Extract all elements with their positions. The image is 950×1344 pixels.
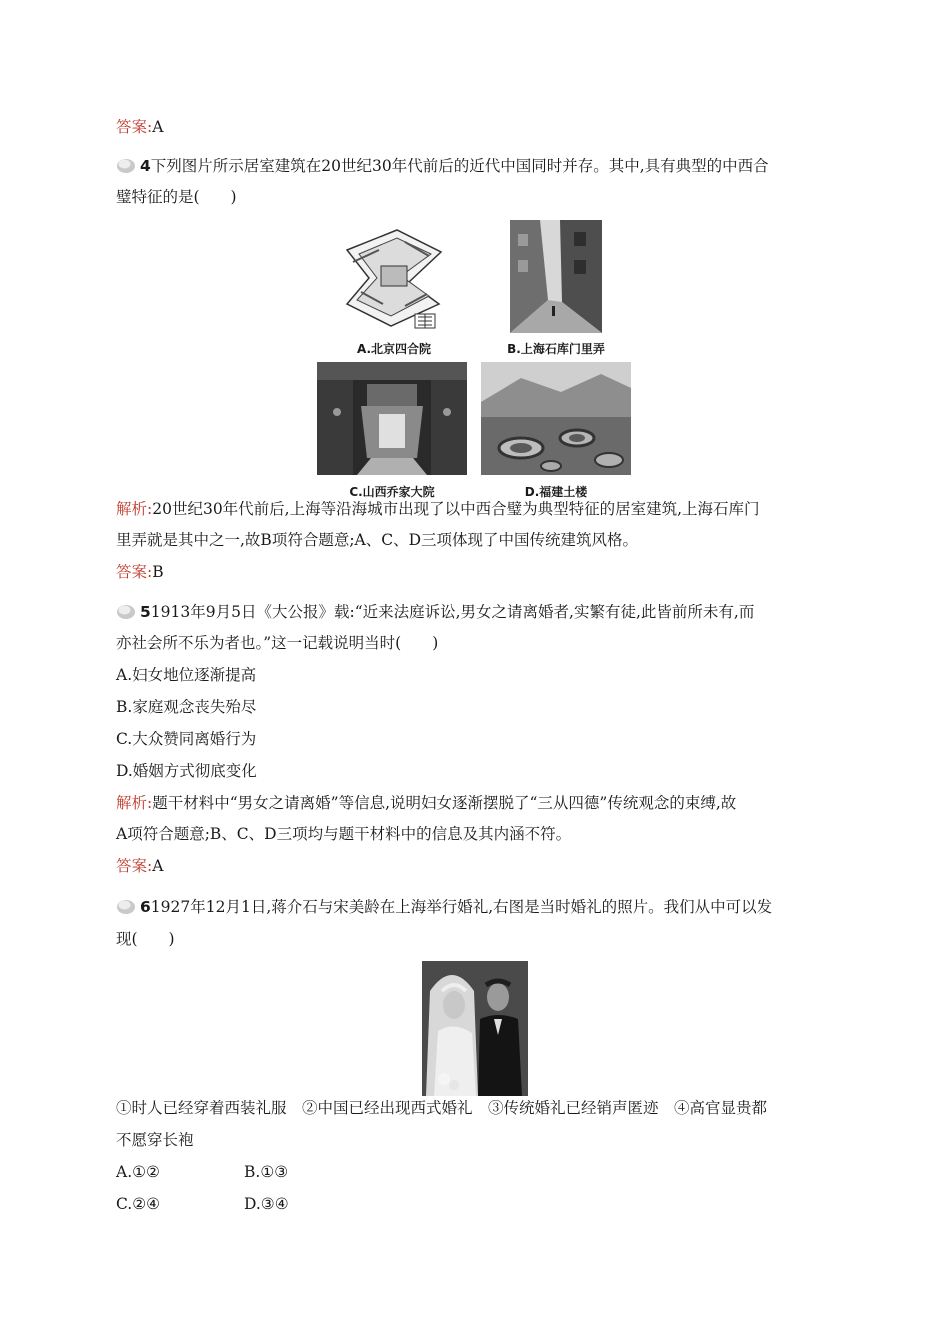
question-number: 4 xyxy=(140,157,151,175)
answer-label: 答案: xyxy=(116,857,153,875)
analysis-text: 题干材料中“男女之请离婚”等信息,说明妇女逐渐摆脱了“三从四德”传统观念的束缚,故 xyxy=(152,794,737,812)
option-c[interactable]: C.大众赞同离婚行为 xyxy=(116,730,257,748)
question-marker-icon xyxy=(116,897,138,915)
answer-line xyxy=(116,116,163,138)
analysis-text: 20世纪30年代前后,上海等沿海城市出现了以中西合璧为典型特征的居室建筑,上海石库门 xyxy=(152,500,760,518)
analysis-line2: A项符合题意;B、C、D三项均与题干材料中的信息及其内涵不符。 xyxy=(116,825,572,843)
figure-caption-a: A.北京四合院 xyxy=(356,342,432,356)
analysis-line2: 里弄就是其中之一,故B项符合题意;A、C、D三项体现了中国传统建筑风格。 xyxy=(116,531,639,549)
option-d[interactable]: D.婚姻方式彻底变化 xyxy=(116,762,257,780)
question-5-stem-line1 xyxy=(116,601,754,623)
figure-caption-d: D.福建土楼 xyxy=(524,485,588,499)
option-a[interactable]: A.①② xyxy=(116,1163,160,1181)
question-6-stem-line1 xyxy=(116,896,772,918)
analysis-line xyxy=(116,792,736,814)
answer-label: 答案: xyxy=(116,118,153,136)
answer-label: 答案: xyxy=(116,563,153,581)
question-text: 1927年12月1日,蒋介石与宋美龄在上海举行婚礼,右图是当时婚礼的照片。我们从中可以发 xyxy=(150,898,773,916)
figure-beijing-siheyuan xyxy=(339,222,447,332)
statements-line2: 不愿穿长袍 xyxy=(116,1131,194,1149)
analysis-line xyxy=(116,498,760,520)
option-d[interactable]: D.③④ xyxy=(244,1195,289,1213)
figure-caption-c: C.山西乔家大院 xyxy=(349,485,435,499)
question-number: 5 xyxy=(140,603,151,621)
question-5-stem-line2: 亦社会所不乐为者也。”这一记载说明当时( ) xyxy=(116,634,439,652)
question-text: 下列图片所示居室建筑在20世纪30年代前后的近代中国同时并存。其中,具有典型的中西合 xyxy=(150,157,769,175)
figure-fujian-tulou xyxy=(481,362,631,475)
answer-value: A xyxy=(152,118,164,136)
question-text: 1913年9月5日《大公报》载:“近来法庭诉讼,男女之请离婚者,实繁有徒,此皆前所未有,而 xyxy=(150,603,755,621)
analysis-label: 解析: xyxy=(116,794,153,812)
figure-caption-b: B.上海石库门里弄 xyxy=(507,342,605,356)
answer-value: B xyxy=(152,563,164,581)
analysis-label: 解析: xyxy=(116,500,153,518)
question-4-stem-line2: 璧特征的是( ) xyxy=(116,188,237,206)
option-c[interactable]: C.②④ xyxy=(116,1195,161,1213)
question-marker-icon xyxy=(116,156,138,174)
answer-line xyxy=(116,855,163,877)
figure-shanghai-shikumen xyxy=(510,220,602,333)
figure-wedding-photo xyxy=(422,961,528,1096)
option-b[interactable]: B.①③ xyxy=(244,1163,289,1181)
option-b[interactable]: B.家庭观念丧失殆尽 xyxy=(116,698,257,716)
answer-line xyxy=(116,561,164,583)
answer-value: A xyxy=(152,857,164,875)
statements-line1: ①时人已经穿着西装礼服 ②中国已经出现西式婚礼 ③传统婚礼已经销声匿迹 ④高官显贵都 xyxy=(116,1099,768,1117)
option-a[interactable]: A.妇女地位逐渐提高 xyxy=(116,666,257,684)
figure-shanxi-qiaojia xyxy=(317,362,467,475)
question-4-stem-line1 xyxy=(116,155,769,177)
question-6-stem-line2: 现( ) xyxy=(116,930,175,948)
question-number: 6 xyxy=(140,898,151,916)
question-marker-icon xyxy=(116,602,138,620)
